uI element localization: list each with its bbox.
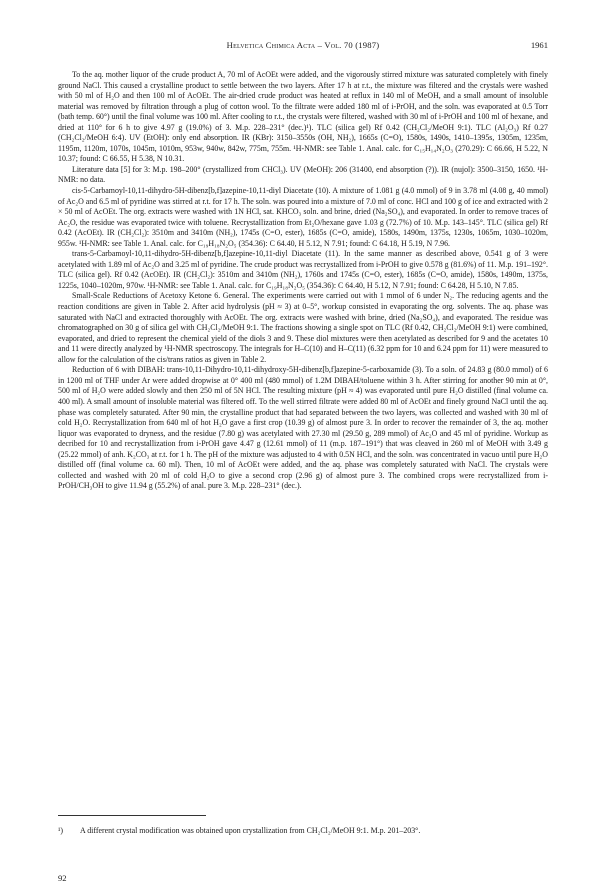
article-body xyxy=(58,70,548,492)
paragraph-literature-data: Literature data [5] for 3: M.p. 198–200° (crystallized from CHCl₃). UV (MeOH): 206 (31400, end absorption (?)). IR (nujol): 3500–3150, 1650. ¹H-NMR: no data. xyxy=(58,164,548,185)
journal-title: Helvetica Chimica Acta – Vol. 70 (1987) xyxy=(226,40,380,50)
footnote-mark: ¹) xyxy=(58,826,63,835)
footnote-rule xyxy=(58,815,206,816)
paragraph-workup: To the aq. mother liquor of the crude product A, 70 ml of AcOEt were added, and the vigorously stirred mixture was saturated completely with finely ground NaCl. This caused a crystalline product to settle between the two layers. After 17 h at r.t., the mixture was filtered and the crystals were washed with 50 ml of H₂O and then 100 ml of AcOEt. The air-dried crude product was heated at reflux in 140 ml of MeOH, and a small amount of insoluble material was removed by filtration through a plug of cotton wool. To the filtrate were added 180 ml of i-PrOH, and the soln. was evaporated at 0.5 Torr (bath temp. 60°) until the final volume was 100 ml. After cooling to r.t., the crystals were filtered, washed with 30 ml of i-PrOH and 100 ml of hexane, and dried at 110° for 6 h to give 4.97 g (19.0%) of 3. M.p. 228–231° (dec.)¹). TLC (silica gel) Rf 0.42 (CH₂Cl₂/MeOH 9:1). TLC (Al₂O₃) Rf 0.27 (CH₂Cl₂/MeOH 6:4). UV (EtOH): only end absorption. IR (KBr): 3150–3550s (OH, NH₂), 1665s (C=O), 1580s, 1490s, 1410–1395s, 1305m, 1235m, 1195m, 1120m, 1070s, 1045m, 1010m, 953w, 940w, 842w, 775m, 755m. ¹H-NMR: see Table 1. Anal. calc. for C₁₅H₁₄N₂O₃ (270.29): C 66.66, H 5.22, N 10.37; found: C 66.55, H 5.38, N 10.31. xyxy=(58,70,548,164)
paragraph-dibah-reduction: Reduction of 6 with DIBAH: trans-10,11-Dihydro-10,11-dihydroxy-5H-dibenz[b,f]azepine-5-carboxamide (3). To a soln. of 24.83 g (80.0 mmol) of 6 in 1200 ml of THF under Ar were added dropwise at 0° 400 ml (480 mmol) of 1.2M DIBAH/toluene within 3 h. After stirring for another 90 min at 0°, 500 ml of H₂O were added slowly and then 250 ml of 5N HCl. The resulting mixture (pH ≈ 4) was evaporated until pure H₂O distilled (final volume ca. 400 ml). A small amount of insoluble material was filtered off. To the well stirred filtrate were added 80 ml of AcOEt and finely ground NaCl until the aq. phase was completely saturated. After 90 min, the crystalline product that had separated between the two layers, was collected and washed with 30 ml of cold H₂O. Recrystallization from 640 ml of hot H₂O gave a first crop (10.39 g) of almost pure 3. In order to recover the remainder of 3, the aq. mother liquor was evaporated to dryness, and the residue (7.80 g) was acetylated with 27.30 ml (29.50 g, 289 mmol) of Ac₂O and 45 ml of pyridine. Workup as decribed for 10 and recrystallization from i-PrOH gave 4.47 g (12.61 mmol) of 11 (m.p. 187–191°) that was cleaved in 260 ml of MeOH with 3.49 g (25.22 mmol) of anh. K₂CO₃ at r.t. for 1 h. The pH of the mixture was adjusted to 4 with 0.5N HCl, and the soln. was concentrated in vacuo until pure H₂O distilled off (final volume ca. 60 ml). Then, 10 ml of AcOEt were added, and the aq. phase was completely saturated with NaCl. The crystals were collected and washed with 20 ml of cold H₂O to give a second crop (2.96 g) of almost pure 3. The combined crops were recrystallized from i-PrOH/CH₃OH to give 11.94 g (55.2%) of anal. pure 3. M.p. 228–231° (dec.). xyxy=(58,365,549,491)
folio-number: 92 xyxy=(58,873,67,883)
paragraph-trans-diacetate: trans-5-Carbamoyl-10,11-dihydro-5H-dibenz[b,f]azepine-10,11-diyl Diacetate (11). In the same manner as described above, 0.541 g of 3 were acetylated with 1.89 ml of Ac₂O and 3.25 ml of pyridine. The crude product was recrystallized from i-PrOH to give 0.578 g (81.6%) of 11. M.p. 191–192°. TLC (silica gel). Rf 0.42 (AcOEt). IR (CH₂Cl₂): 3510m and 3410m (NH₂), 1760s and 1745s (C=O, ester), 1685s (C=O, amide), 1580s, 1490m, 1375s, 1225s, 1040–1020m, 970w. ¹H-NMR: see Table 1. Anal. calc. for C₁₉H₁₈N₂O₅ (354.36): C 64.40, H 5.12, N 7.91; found: C 64.28, H 5.10, N 7.85. xyxy=(58,249,548,290)
running-header xyxy=(58,38,548,52)
footnote xyxy=(58,826,548,837)
footnote-text: A different crystal modification was obtained upon crystallization from CH₂Cl₂/MeOH 9:1. M.p. 201–203°. xyxy=(80,826,421,835)
page-number: 1961 xyxy=(530,40,548,50)
paragraph-small-scale-reductions: Small-Scale Reductions of Acetoxy Ketone 6. General. The experiments were carried out with 1 mmol of 6 under N₂. The reducing agents and the reaction conditions are given in Table 2. After acid hydrolysis (pH ≈ 3) at 0–5°, workup consisted in evaporating the org. solvents. The aq. phase was saturated with NaCl and extracted thoroughly with AcOEt. The org. extracts were washed with brine, dried (Na₂SO₄), and evaporated. The residue was chromatographed on 30 g of silica gel with CH₂Cl₂/MeOH 9:1. The fractions showing a single spot on TLC (Rf 0.42, CH₂Cl₂/MeOH 9:1) were combined, evaporated, and dried to represent the chemical yield of the diols 3 and 9. These diol mixtures were then acetylated as described for 9 and the acetates 10 and 11 were directly analyzed by ¹H-NMR spectroscopy. The integrals for H–C(10) and H–C(11) (6.32 ppm for 10 and 6.24 ppm for 11) were measured to allow for the calculation of the cis/trans ratios as given in Table 2. xyxy=(58,291,548,364)
paragraph-cis-diacetate: cis-5-Carbamoyl-10,11-dihydro-5H-dibenz[b,f]azepine-10,11-diyl Diacetate (10). A mixture of 1.081 g (4.0 mmol) of 9 in 3.78 ml (4.08 g, 40 mmol) of Ac₂O and 6.5 ml of pyridine was stirred at r.t. for 17 h. The soln. was poured into a mixture of 7.0 ml of conc. HCl and 100 g of ice and extracted with 2 × 50 ml of AcOEt. The org. extracts were washed with 1N HCl, sat. KHCO₃ soln. and brine, dried (Na₂SO₄), and evaporated. In order to remove traces of Ac₂O, the residue was evaporated twice with toluene. Recrystallization from Et₂O/hexane gave 1.03 g (72.7%) of 10. M.p. 143–145°. TLC (silica gel) Rf 0.42 (AcOEt). IR (CH₂Cl₂): 3510m and 3410m (NH₂), 1745s (C=O, ester), 1685s (C=O, amide), 1580s, 1490m, 1375s, 1230s, 1065m, 1030–1020m, 955w. ¹H-NMR: see Table 1. Anal. calc. for C₁₉H₁₈N₂O₅ (354.36): C 64.40, H 5.12, N 7.91; found: C 64.18, H 5.19, N 7.96. xyxy=(58,186,548,248)
